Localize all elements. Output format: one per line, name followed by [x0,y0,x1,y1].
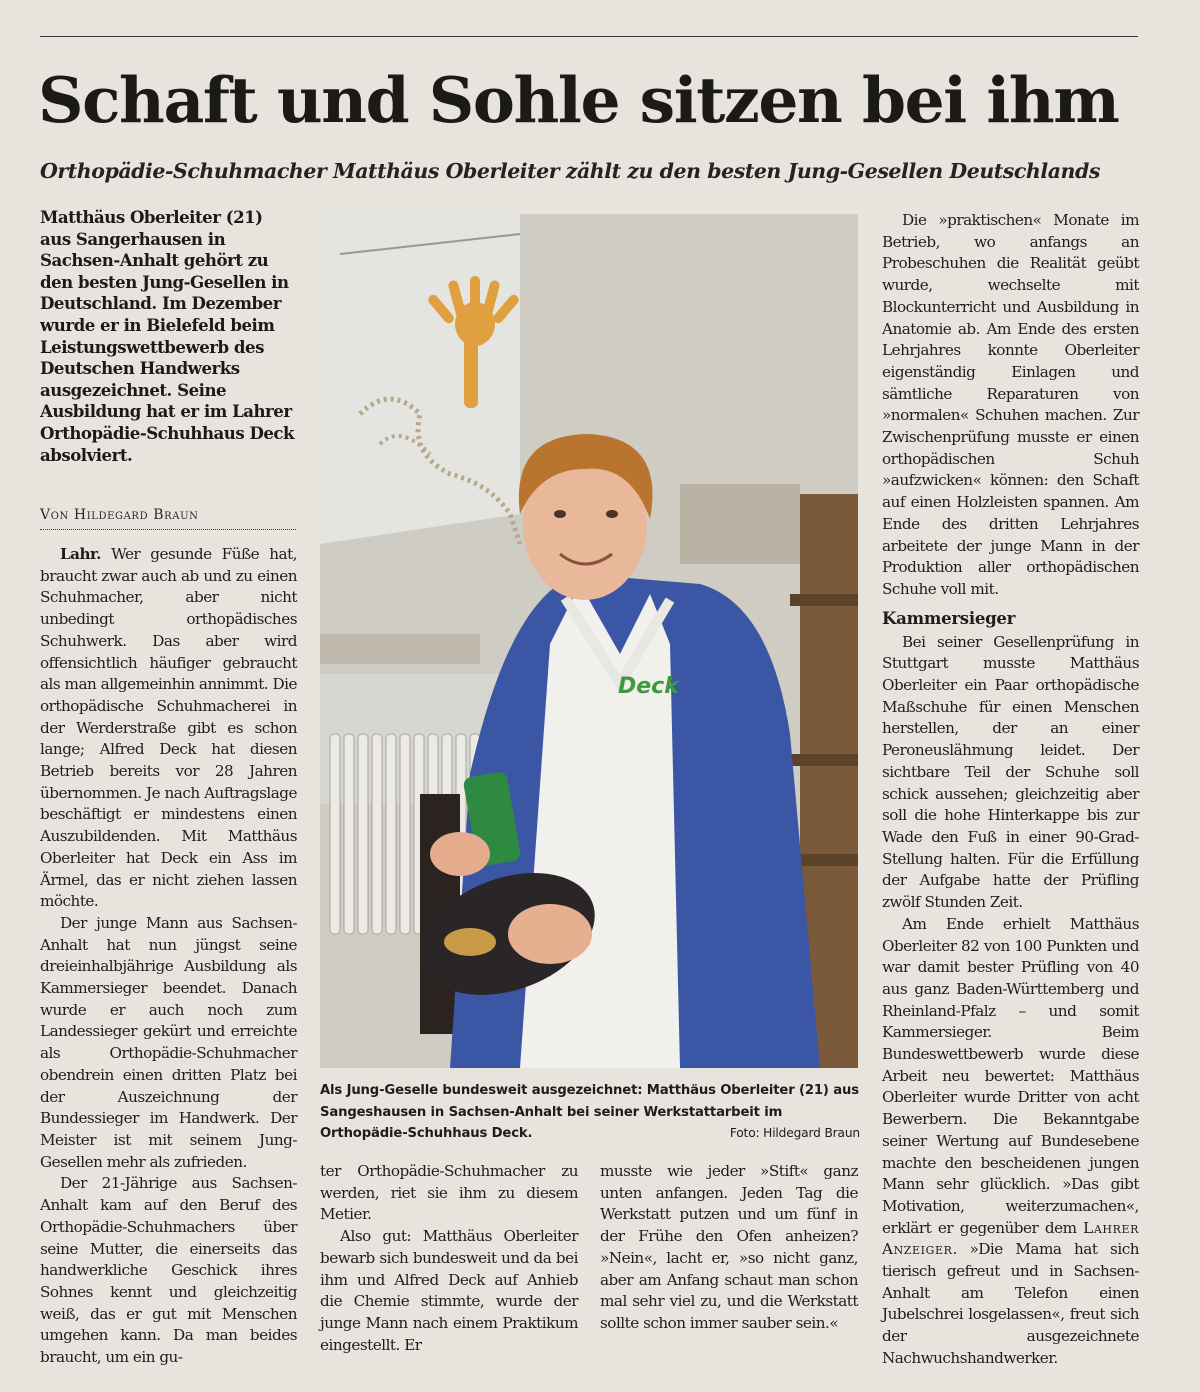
paragraph: ter Orthopädie-Schuhmacher zu werden, riet sie ihm zu diesem Metier. [320,1162,578,1224]
dateline: Lahr. [60,545,101,563]
paragraph [40,544,297,913]
photo-illustration [320,214,858,1068]
headline: Schaft und Sohle sitzen bei ihm [38,63,1119,137]
caption-text: Als Jung-Geselle bundesweit ausgezeichnet: Matthäus Oberleiter (21) aus Sangeshausen in Sachsen-Anhalt bei seiner Werkstattarbeit im Orthopädie-Schuhhaus Deck. [320,1083,859,1141]
photo-credit: Foto: Hildegard Braun [729,1126,860,1140]
article-photo [320,214,858,1068]
paragraph-text: Wer gesunde Füße hat, braucht zwar auch ab und zu einen Schuhmacher, aber nicht unbedingt orthopädisches Schuhwerk. Das aber wird offensichtlich häufiger gebraucht als man allgemeinhin annimmt. Die orthopädische Schuhmacherei in der Werderstraße gibt es schon lange; Alfred Deck hat diesen Betrieb bereits vor 28 Jahren übernommen. Je nach Auftragslage beschäftigt er mindestens einen Auszubildenden. Mit Matthäus Oberleiter hat Deck ein Ass im Ärmel, das er nicht ziehen lassen möchte. [40,545,297,911]
byline: Von Hildegard Braun [40,507,199,523]
section-heading-kammersieger: Kammersieger [882,607,1016,628]
newspaper-name: Lahrer Anzeiger [882,1218,1139,1259]
apron-logo-text: Deck [618,674,679,699]
teaser: Matthäus Oberleiter (21) aus Sangerhausen in Sachsen-Anhalt gehört zu den besten Jung-Gesellen in Deutschland. Im Dezember wurde er in Bielefeld beim Leistungswettbewerb des Deutschen Handwerks ausgezeichnet. Seine Ausbildung hat er im Lahrer Orthopädie-Schuhhaus Deck absolviert. [40,207,295,465]
paragraph [882,914,1139,1370]
column-3 [600,1161,858,1335]
paragraph-text: Am Ende erhielt Matthäus Oberleiter 82 von 100 Punkten und war damit bester Prüfling von 40 aus ganz Baden-Württemberg und Rheinland-Pfalz – und somit Kammersieger. Beim Bundeswettbewerb wurde diese Arbeit neu bewertet: Matthäus Oberleiter wurde Dritter von acht Bewerbern. Die Bekanntgabe seiner Wertung auf Bundesebene machte den bescheidenen jungen Mann sehr glücklich. »Das gibt Motivation, weiterzumachen«, erklärt er gegenüber dem [882,914,1139,1237]
top-rule [40,36,1138,37]
column-4 [882,210,1139,1370]
subhead: Orthopädie-Schuhmacher Matthäus Oberleiter zählt zu den besten Jung-Gesellen Deutschlands [40,159,1100,183]
column-2 [320,1161,578,1356]
paragraph: Der junge Mann aus Sachsen-Anhalt hat nun jüngst seine dreieinhalbjährige Ausbildung als Kammersieger beendet. Danach wurde er auch noch zum Landessieger gekürt und erreichte als Orthopädie-Schuhmacher obendrein einen dritten Platz bei der Auszeichnung der Bundessieger im Handwerk. Der Meister ist mit seinem Jung-Gesellen mehr als zufrieden. [40,913,297,1171]
paragraph: Also gut: Matthäus Oberleiter bewarb sich bundesweit und da bei ihm und Alfred Deck auf Anhieb die Chemie stimmte, wurde der junge Mann nach einem Praktikum eingestellt. Er [320,1227,578,1354]
paragraph: musste wie jeder »Stift« ganz unten anfangen. Jeden Tag die Werkstatt putzen und um fünf in der Frühe den Ofen anheizen? »Nein«, lacht er, »so nicht ganz, aber am Anfang schaut man schon mal sehr viel zu, und die Werkstatt sollte schon immer sauber sein.« [600,1162,858,1332]
column-1 [40,544,297,1369]
paragraph: Der 21-Jährige aus Sachsen-Anhalt kam auf den Beruf des Orthopädie-Schuhmachers über seine Mutter, die einerseits das handwerkliche Geschick ihres Sohnes kennt und gleichzeitig weiß, das er gut mit Menschen umgehen kann. Da man beides braucht, um ein gu- [40,1174,297,1367]
photo-caption [320,1080,860,1145]
paragraph: Bei seiner Gesellenprüfung in Stuttgart musste Matthäus Oberleiter ein Paar orthopädische Maßschuhe für einen Menschen herstellen, der an einer Peroneuslähmung leidet. Der sichtbare Teil der Schuhe soll schick aussehen; gleichzeitig aber soll die hohe Hinterkappe bis zur Wade den Fuß in einer 90-Grad-Stellung halten. Für die Erfüllung der Aufgabe hatte der Prüfling zwölf Stunden Zeit. [882,632,1139,912]
paragraph-text: . »Die Mama hat sich tierisch gefreut und in Sachsen-Anhalt am Telefon einen Jubelschrei losgelassen«, freut sich der ausgezeichnete Nachwuchshandwerker. [882,1240,1139,1367]
paragraph: Die »praktischen« Monate im Betrieb, wo anfangs an Probeschuhen die Realität geübt wurde, wechselte mit Blockunterricht und Ausbildung in Anatomie ab. Am Ende des ersten Lehrjahres konnte Oberleiter eigenständig Einlagen und sämtliche Reparaturen von »normalen« Schuhen machen. Zur Zwischenprüfung musste er einen orthopädischen Schuh »aufzwicken« können: den Schaft auf einen Holzleisten spannen. Am Ende des dritten Lehrjahres arbeitete der junge Mann in der Produktion aller orthopädischen Schuhe voll mit. [882,211,1139,598]
byline-rule [40,529,296,530]
